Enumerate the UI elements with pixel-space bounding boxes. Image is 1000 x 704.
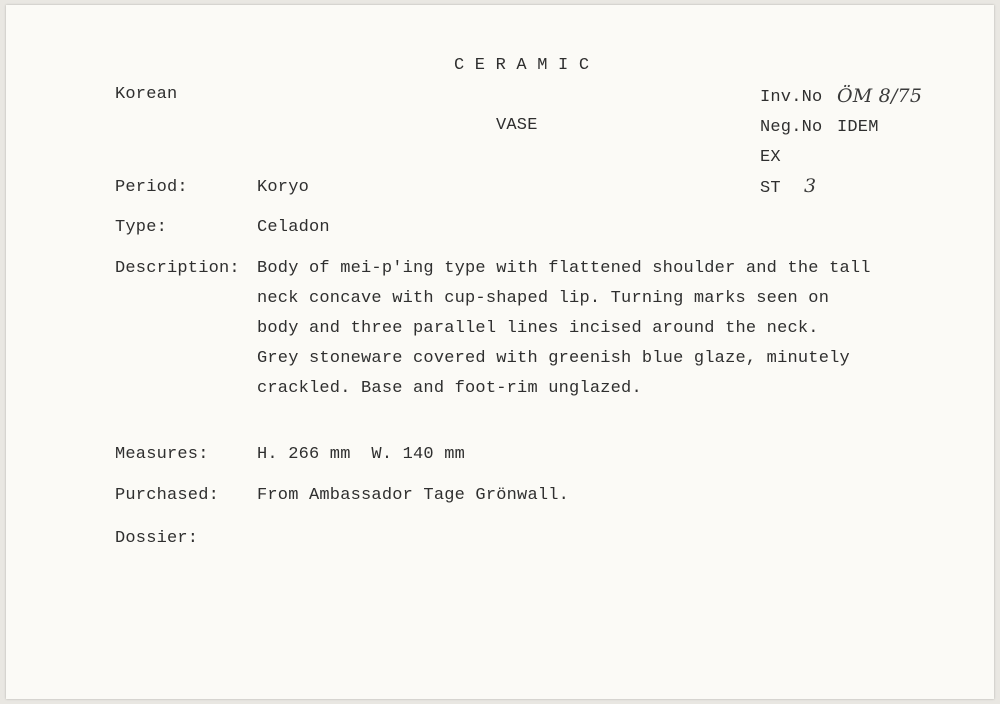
description-line: Grey stoneware covered with greenish blue glaze, minutely xyxy=(257,349,850,368)
ex-label: EX xyxy=(760,148,781,167)
description-line: crackled. Base and foot-rim unglazed. xyxy=(257,379,642,398)
description-line: body and three parallel lines incised around the neck. xyxy=(257,319,819,338)
inv-label: Inv.No xyxy=(760,88,823,107)
neg-value: IDEM xyxy=(837,118,879,137)
purchased-label: Purchased: xyxy=(115,486,220,505)
st-label: ST xyxy=(760,179,781,198)
purchased-value: From Ambassador Tage Grönwall. xyxy=(257,486,570,505)
inv-value: ÖM 8/75 xyxy=(837,85,923,107)
card-title: C E R A M I C xyxy=(454,56,590,75)
catalog-card xyxy=(6,5,994,699)
type-value: Celadon xyxy=(257,218,330,237)
st-value: 3 xyxy=(804,175,817,197)
measures-value: H. 266 mm W. 140 mm xyxy=(257,445,466,464)
dossier-label: Dossier: xyxy=(115,529,199,548)
measures-label: Measures: xyxy=(115,445,209,464)
neg-label: Neg.No xyxy=(760,118,823,137)
origin-text: Korean xyxy=(115,85,178,104)
description-label: Description: xyxy=(115,259,240,278)
description-line: neck concave with cup-shaped lip. Turning marks seen on xyxy=(257,289,830,308)
object-name: VASE xyxy=(496,116,538,135)
description-line: Body of mei-p'ing type with flattened shoulder and the tall xyxy=(257,259,871,278)
type-label: Type: xyxy=(115,218,168,237)
period-value: Koryo xyxy=(257,178,310,197)
period-label: Period: xyxy=(115,178,188,197)
